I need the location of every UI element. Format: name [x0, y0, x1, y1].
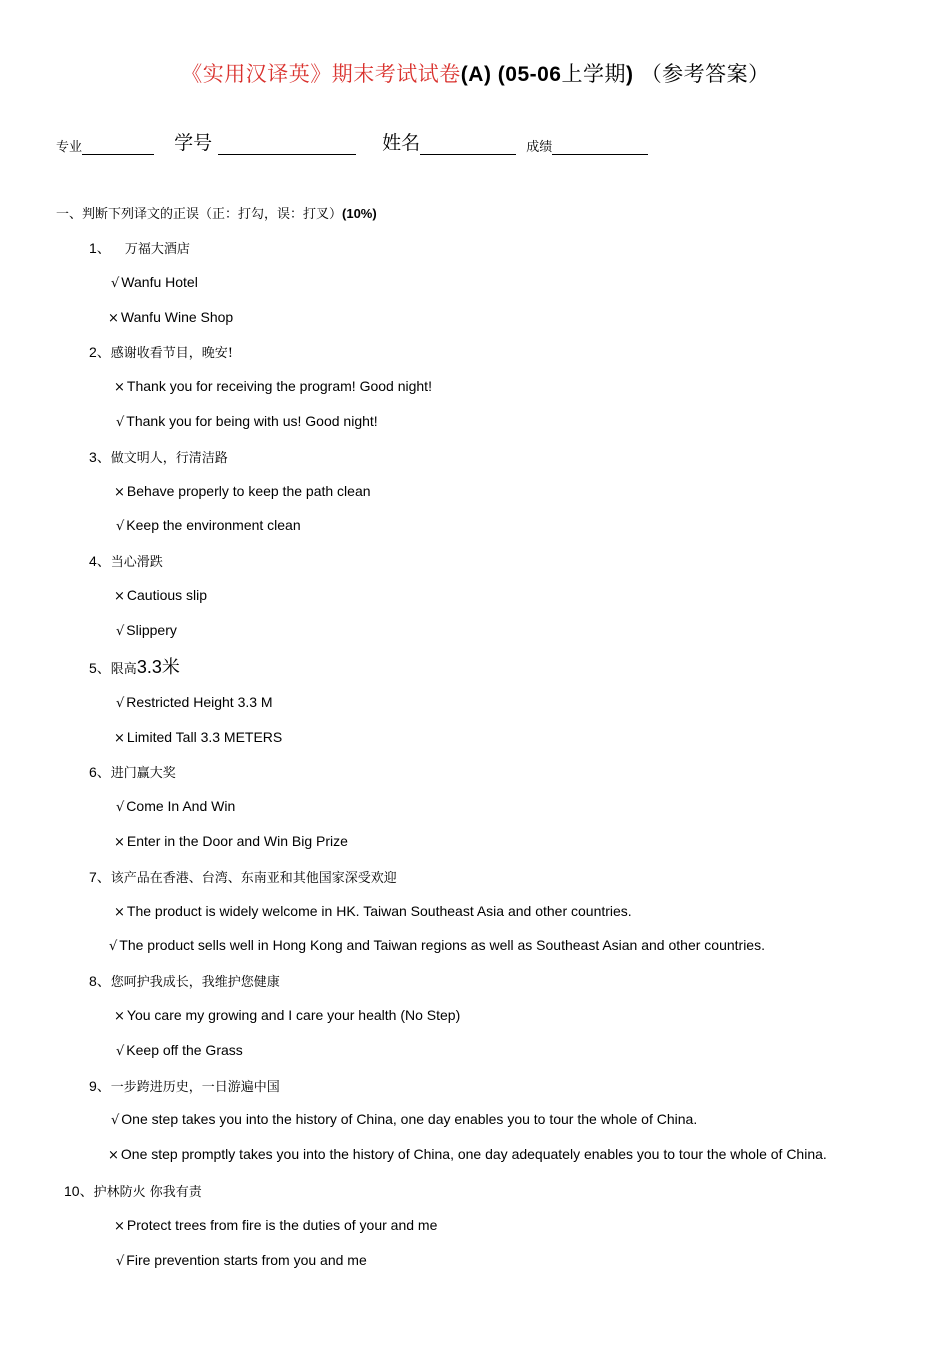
question-text: 万福大酒店	[120, 242, 190, 257]
question-text: 一步跨进历史，一日游遍中国	[110, 1080, 280, 1095]
answer-9b	[108, 1146, 827, 1163]
answer-text: Keep the environment clean	[126, 517, 301, 533]
answer-2b	[116, 413, 378, 430]
cross-mark: ×	[114, 380, 125, 395]
score-blank	[552, 134, 648, 155]
student-info-row	[56, 128, 658, 155]
question-9	[89, 1076, 280, 1096]
title-paren: )	[626, 63, 634, 86]
title-suffix: （参考答案）	[640, 62, 770, 86]
check-mark: √	[116, 415, 125, 430]
question-1	[89, 238, 190, 258]
answer-text: Limited Tall 3.3 METERS	[126, 729, 283, 745]
title-paper-code: (A) (05-06	[460, 63, 562, 86]
answer-text: Wanfu Hotel	[121, 274, 198, 290]
answer-3a	[114, 483, 371, 500]
answer-9a	[111, 1111, 697, 1128]
answer-5a	[116, 694, 273, 711]
answer-1a	[111, 274, 198, 291]
answer-text: Restricted Height 3.3 M	[126, 694, 273, 710]
score-label: 成绩	[526, 140, 553, 155]
answer-5b	[114, 729, 282, 746]
answer-text: The product sells well in Hong Kong and Taiwan regions as well as Southeast Asian and other countries.	[119, 937, 765, 953]
section-points: (10%)	[342, 206, 377, 221]
cross-mark: ×	[114, 1219, 125, 1234]
answer-text: Fire prevention starts from you and me	[126, 1252, 367, 1268]
answer-2a	[114, 378, 432, 395]
answer-text: You care my growing and I care your health (No Step)	[126, 1007, 461, 1023]
question-7	[89, 867, 397, 887]
cross-mark: ×	[108, 311, 119, 326]
question-5	[89, 653, 180, 679]
question-4	[89, 551, 163, 571]
answer-text: Slippery	[126, 622, 177, 638]
check-mark: √	[116, 696, 125, 711]
question-text: 护林防火 你我有责	[93, 1185, 202, 1200]
section-heading-text: 一、判断下列译文的正误（正：打勾，误：打叉）	[56, 207, 343, 222]
question-text: 感谢收看节目，晚安!	[110, 346, 234, 361]
answer-text: Protect trees from fire is the duties of your and me	[126, 1217, 438, 1233]
student-id-label: 学号	[174, 132, 213, 154]
name-label: 姓名	[382, 132, 421, 154]
question-number: 7、	[89, 869, 111, 885]
answer-text: Come In And Win	[126, 798, 236, 814]
question-number: 10、	[64, 1183, 94, 1199]
check-mark: √	[116, 1044, 125, 1059]
answer-7b	[109, 937, 765, 954]
answer-7a	[114, 903, 632, 920]
check-mark: √	[109, 939, 118, 954]
answer-text: Wanfu Wine Shop	[120, 309, 234, 325]
title-term: 上学期	[561, 62, 626, 86]
check-mark: √	[116, 519, 125, 534]
check-mark: √	[116, 1254, 125, 1269]
cross-mark: ×	[114, 1009, 125, 1024]
answer-text: Thank you for being with us! Good night!	[126, 413, 378, 429]
answer-text: Enter in the Door and Win Big Prize	[126, 833, 348, 849]
answer-text: Keep off the Grass	[126, 1042, 243, 1058]
check-mark: √	[116, 624, 125, 639]
question-text: 当心滑跌	[110, 555, 163, 570]
check-mark: √	[111, 276, 120, 291]
cross-mark: ×	[108, 1148, 119, 1163]
answer-text: One step takes you into the history of China, one day enables you to tour the whole of China.	[121, 1111, 698, 1127]
name-blank	[420, 134, 516, 155]
student-id-blank	[218, 134, 356, 155]
question-text: 您呵护我成长，我维护您健康	[110, 975, 280, 990]
question-number: 4、	[89, 553, 111, 569]
question-text: 做文明人，行清洁路	[110, 451, 228, 466]
question-height-unit: 米	[161, 657, 180, 678]
page-title	[0, 58, 951, 88]
question-text: 限高	[110, 662, 137, 677]
question-10	[64, 1181, 202, 1201]
answer-1b	[108, 309, 233, 326]
cross-mark: ×	[114, 905, 125, 920]
question-3	[89, 447, 228, 467]
answer-10a	[114, 1217, 437, 1234]
answer-6a	[116, 798, 235, 815]
answer-8b	[116, 1042, 243, 1059]
cross-mark: ×	[114, 485, 125, 500]
title-main: 《实用汉译英》期末考试试卷	[181, 62, 461, 86]
question-text: 该产品在香港、台湾、东南亚和其他国家深受欢迎	[110, 871, 397, 886]
cross-mark: ×	[114, 731, 125, 746]
answer-text: Cautious slip	[126, 587, 208, 603]
question-height-value: 3.3	[136, 657, 162, 677]
question-number: 8、	[89, 973, 111, 989]
question-6	[89, 762, 176, 782]
check-mark: √	[111, 1113, 120, 1128]
check-mark: √	[116, 800, 125, 815]
question-2	[89, 342, 233, 362]
question-number: 1、	[89, 240, 111, 256]
question-number: 9、	[89, 1078, 111, 1094]
question-8	[89, 971, 280, 991]
answer-text: The product is widely welcome in HK. Taiwan Southeast Asia and other countries.	[126, 903, 632, 919]
cross-mark: ×	[114, 589, 125, 604]
answer-10b	[116, 1252, 367, 1269]
answer-8a	[114, 1007, 460, 1024]
question-number: 2、	[89, 344, 111, 360]
answer-4b	[116, 622, 177, 639]
section-heading	[56, 203, 377, 222]
question-text: 进门赢大奖	[110, 766, 176, 781]
major-label: 专业	[56, 140, 83, 155]
question-number: 5、	[89, 660, 111, 676]
answer-6b	[114, 833, 348, 850]
answer-3b	[116, 517, 301, 534]
answer-4a	[114, 587, 207, 604]
major-blank	[82, 134, 154, 155]
answer-text: One step promptly takes you into the history of China, one day adequately enables you to tour the whole of China.	[120, 1146, 827, 1162]
answer-text: Thank you for receiving the program! Good night!	[126, 378, 432, 394]
question-number: 6、	[89, 764, 111, 780]
cross-mark: ×	[114, 835, 125, 850]
question-number: 3、	[89, 449, 111, 465]
answer-text: Behave properly to keep the path clean	[126, 483, 371, 499]
